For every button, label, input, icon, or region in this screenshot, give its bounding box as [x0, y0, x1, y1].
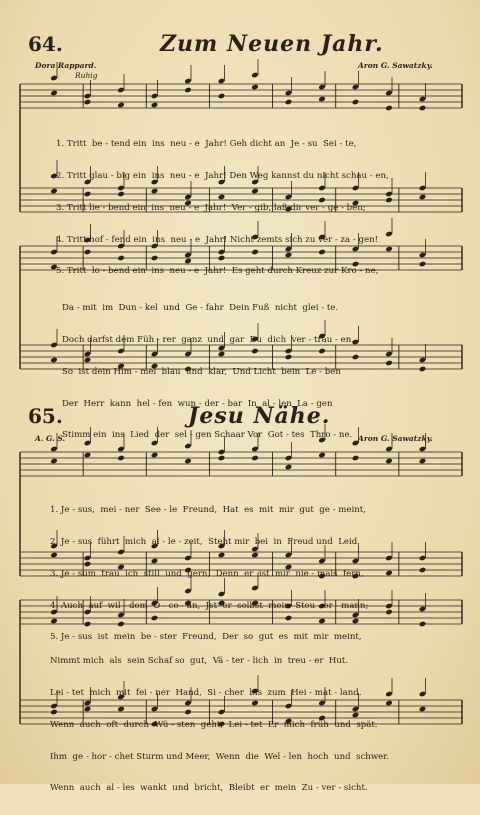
verse-line: Nimmt mich als sein Schaf so gut, Vä - ter - lich in treu - er Hut. — [50, 656, 349, 667]
hymn-number: 64. — [28, 32, 63, 56]
note-head — [50, 458, 58, 465]
note-head — [184, 87, 192, 94]
verse-line: 2. Tritt glau - big ein ins neu - e Jahr! Den Weg kannst du nicht schau - en, — [56, 170, 389, 181]
verse-block — [56, 118, 389, 298]
note-head — [385, 609, 393, 616]
composer-credit: Aron G. Sawatzky. — [358, 434, 433, 443]
note-head — [385, 360, 393, 367]
verse-line: Wenn auch al - les wankt und bricht, Bleibt er mein Zu - ver - sicht. — [50, 783, 368, 794]
note-head — [285, 464, 293, 471]
verse-block — [62, 282, 354, 462]
lyricist-credit: A. G. S. — [35, 434, 66, 443]
verse-line: 4. Tritt hof - fend ein ins neu - e Jahr! Nicht zemts sich zu ver - za - gen! — [56, 234, 379, 245]
note-head — [352, 99, 360, 106]
note-head — [251, 84, 259, 91]
note-head — [385, 458, 393, 465]
verse-line: Doch darfst dem Füh - rer ganz und gar Du dich ver - trau - en. — [62, 334, 354, 345]
verse-line: 3. Tritt lie - bend ein ins neu - e Jahr! Ver - gib, laß dir ver - ge - ben; — [56, 202, 366, 213]
note-head — [151, 102, 159, 109]
note-head — [285, 99, 293, 106]
hymn-title: Zum Neuen Jahr. — [160, 31, 384, 57]
note-head — [84, 99, 92, 106]
verse-line: So ist dein Him - mel blau und klar, Und Licht bein Le - ben — [62, 366, 341, 377]
note-head — [385, 105, 393, 112]
note-head — [419, 706, 427, 713]
note-head — [117, 102, 125, 109]
verse-line: 1. Je - sus, mei - ner See - le Freund, Hat es mit mir gut ge - meint, — [50, 505, 366, 516]
note-head — [318, 96, 326, 103]
note-head — [419, 261, 427, 268]
note-head — [419, 105, 427, 112]
note-head — [419, 458, 427, 465]
verse-block — [50, 635, 389, 815]
note-head — [218, 93, 226, 100]
verse-line: 3. Je - sum trau ich still und gern, Denn er ist mir nie - mals fern, — [50, 568, 364, 579]
note-head — [419, 194, 427, 201]
note-head — [419, 366, 427, 373]
note-head — [50, 357, 58, 364]
verse-line: 4. Auch auf wil - dem O - ce - an, Jst er selbst mein Steu - er - mann; — [50, 600, 369, 611]
verse-line: 2. Je - sus führt mich al - le - zeit, Steht mir bei in Freud und Leid, — [50, 536, 360, 547]
note-head — [50, 90, 58, 97]
verse-line: 1. Tritt be - tend ein ins neu - e Jahr! Geh dicht an Je - su Sei - te, — [56, 139, 357, 150]
note-head — [385, 570, 393, 577]
tempo-marking: Ruhig — [75, 71, 98, 80]
hymn-number: 65. — [28, 404, 63, 428]
note-head — [419, 567, 427, 574]
verse-line: 5. Tritt lo - bend ein ins neu - e Jahr! Es geht durch Kreuz zur Kro - ne; — [56, 266, 379, 277]
verse-line: Da - mit im Dun - kel und Ge - fahr Dein Fuß nicht glei - te. — [62, 303, 339, 314]
lyricist-credit: Dora Rappard. — [35, 61, 97, 70]
verse-line: Ihm ge - hor - chet Sturm und Meer, Wenn die Wel - len hoch und schwer. — [50, 751, 390, 762]
verse-line: Lei - tet mich mit fei - ner Hand, Si - cher bis zum Hei - mat - land. — [50, 687, 362, 698]
hymn-title: Jesu Nähe. — [188, 403, 331, 429]
verse-line: Wenn auch oft durch Wü - sten geht, Lei - tet Er mich früh und spät. — [50, 719, 378, 730]
verse-line: Stimm ein ins Lied der sel - gen Schaar Vor Got - tes Thro - ne. — [62, 430, 353, 441]
verse-line: Der Herr kann hel - fen wun - der - bar In al - len La - gen — [62, 398, 333, 409]
composer-credit: Aron G. Sawatzky. — [358, 61, 433, 70]
verse-line: 5. Je - sus ist mein be - ster Freund, Der so gut es mit mir meint, — [50, 632, 362, 643]
note-head — [419, 621, 427, 628]
